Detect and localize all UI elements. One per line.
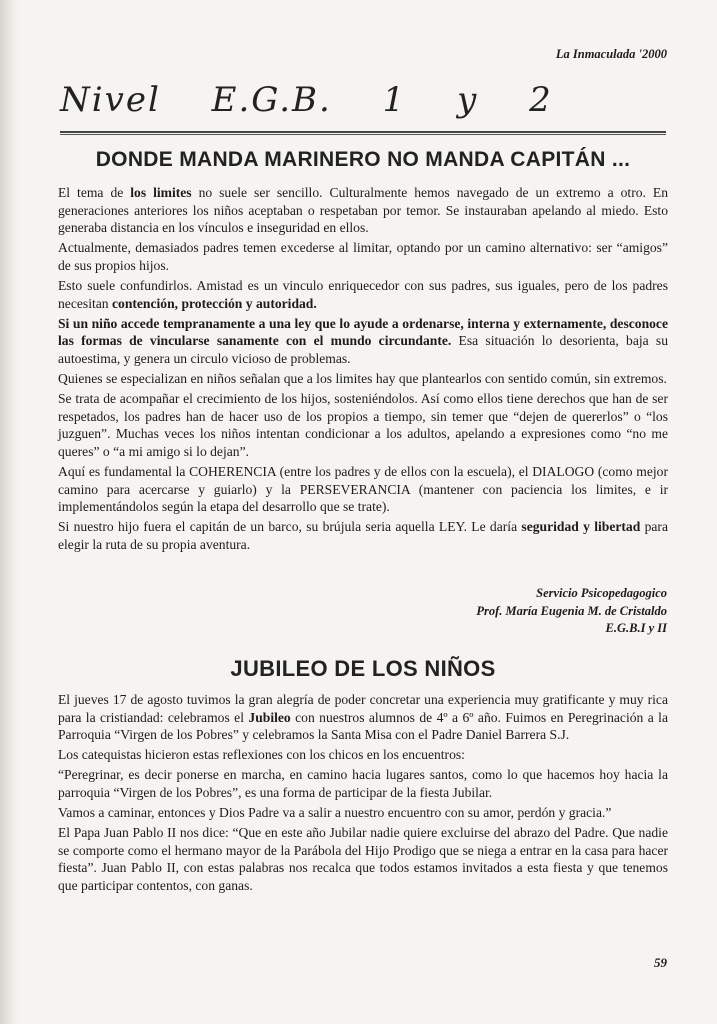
article1-paragraph-8: Si nuestro hijo fuera el capitán de un barco, su brújula seria aquella LEY. Le daría seguridad y libertad para elegir la ruta de su propia aventura.: [58, 519, 668, 552]
article2-body: [58, 691, 668, 897]
article1-paragraph-7: Aquí es fundamental la COHERENCIA (entre los padres y de ellos con la escuela), el DIALOGO (como mejor camino para acercarse y guiarlo) y la PERSEVERANCIA (mantener con paciencia los limites, e ir implementándolos según la etapa del desarrollo que se trate).: [58, 463, 668, 515]
signature-line-2: Prof. María Eugenia M. de Cristaldo: [476, 603, 667, 618]
article2-paragraph-2: Los catequistas hicieron estas reflexiones con los chicos en los encuentros:: [58, 747, 465, 763]
article2-paragraph-4: Vamos a caminar, entonces y Dios Padre va a salir a nuestro encuentro con su amor, perdón y gracia.”: [58, 805, 612, 821]
article1-paragraph-5: Quienes se especializan en niños señalan que a los limites hay que plantearlos con sentido común, sin extremos.: [58, 370, 667, 386]
article1-paragraph-2: Actualmente, demasiados padres temen excederse al limitar, optando por un camino alternativo: ser “amigos” de sus propios hijos.: [58, 240, 668, 273]
page-number: 59: [654, 955, 667, 970]
level-word-1: Nivel: [60, 80, 161, 120]
article1-paragraph-1: El tema de los limites no suele ser sencillo. Culturalmente hemos navegado de un extremo a otro. En generaciones anteriores los niños aceptaban o respetaban por temor. Se instauraban apelando al miedo. Esto generaba distancia en los vínculos e inseguridad en ellos.: [58, 185, 668, 236]
article1-paragraph-4: Si un niño accede tempranamente a una ley que lo ayude a ordenarse, interna y externamente, desconoce las formas de vincularse sanamente con el mundo circundante. Esa situación lo desorienta, baja su autoestima, y genera un circulo vicioso de problemas.: [58, 315, 668, 366]
level-word-3: 1: [382, 80, 407, 120]
publication-header: La Inmaculada '2000: [555, 47, 667, 61]
heading-rule-top: [60, 131, 666, 133]
level-word-4: y: [457, 80, 479, 120]
article2-paragraph-5: El Papa Juan Pablo II nos dice: “Que en este año Jubilar nadie quiere excluirse del abrazo del Padre. Que nadie se comporte como el hermano mayor de la Parábola del Hijo Prodigo que se niega a entrar en la casa para hacer fiesta”. Juan Pablo II, con estas palabras nos recalca que todos estamos invitados a esta fiesta y que tenemos que participar contentos, con ganas.: [58, 825, 668, 893]
article1-paragraph-6: Se trata de acompañar el crecimiento de los hijos, sosteniéndolos. Así como ellos tiene derechos que han de ser respetados, los padres han de hacer uso de los propios a tiempo, sin temer que “dejen de quererlos” o “los juzguen”. Muchas veces los niños intentan condicionar a los adultos, apelando a expresiones como “no me queres” o “a mi amigo si lo dejan”.: [58, 391, 668, 459]
article2-paragraph-1: El jueves 17 de agosto tuvimos la gran alegría de poder concretar una experiencia muy gratificante y muy rica para la cristiandad: celebramos el Jubileo con nuestros alumnos de 4º a 6º año. Fuimos en Peregrinación a la Parroquia “Virgen de los Pobres” y celebramos la Santa Misa con el Padre Daniel Barrera S.J.: [58, 692, 668, 743]
heading-rule-bottom: [60, 134, 666, 135]
article2-paragraph-3: “Peregrinar, es decir ponerse en marcha, en camino hacia lugares santos, como lo que hacemos hoy hacia la parroquia “Virgen de los Pobres”, es una forma de participar de la fiesta Jubilar.: [58, 767, 668, 800]
page-spine-shadow: [0, 0, 18, 1024]
level-word-2: E.G.B.: [211, 80, 332, 120]
signature-line-1: Servicio Psicopedagogico: [536, 586, 667, 600]
article1-body: [58, 184, 668, 556]
signature-line-3: E.G.B.I y II: [605, 621, 667, 635]
level-heading: [60, 80, 591, 120]
article1-title: DONDE MANDA MARINERO NO MANDA CAPITÁN ...: [95, 148, 631, 171]
level-word-5: 2: [529, 80, 553, 120]
article1-signature: [476, 585, 667, 638]
article2-title: JUBILEO DE LOS NIÑOS: [230, 656, 496, 681]
article1-paragraph-3: Esto suele confundirlos. Amistad es un vinculo enriquecedor con sus padres, sus iguales, pero de los padres necesitan contención, protección y autoridad.: [58, 277, 668, 311]
